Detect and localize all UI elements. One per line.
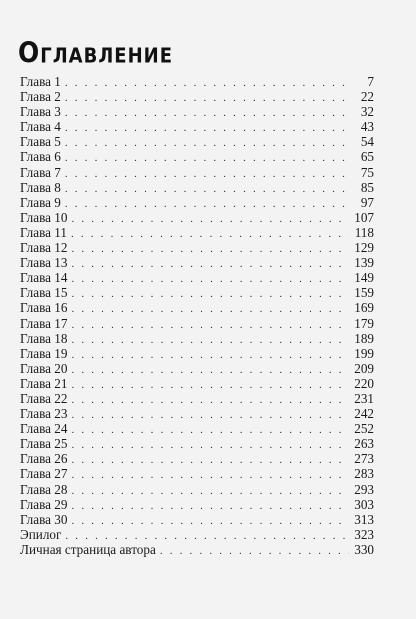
toc-entry <box>20 74 374 89</box>
dot-leader <box>71 408 349 423</box>
dot-leader <box>65 167 349 182</box>
toc-entry-label: Глава 5 <box>20 134 61 150</box>
toc-entry <box>20 331 374 346</box>
toc-entry <box>20 482 374 497</box>
dot-leader <box>71 227 349 242</box>
toc-entry <box>20 376 374 391</box>
toc-entry <box>20 165 374 180</box>
table-of-contents <box>20 74 374 557</box>
dot-leader <box>65 136 349 151</box>
toc-entry-label: Глава 13 <box>20 255 68 271</box>
toc-entry-page-number: 169 <box>354 300 374 316</box>
toc-entry-page-number: 189 <box>354 330 374 346</box>
toc-entry <box>20 89 374 104</box>
toc-entry-page-number: 54 <box>360 134 374 150</box>
toc-entry-page-number: 242 <box>354 406 374 422</box>
toc-entry <box>20 240 374 255</box>
toc-entry-label: Глава 16 <box>20 300 68 316</box>
toc-entry-page-number: 32 <box>360 104 374 120</box>
toc-entry <box>20 527 374 542</box>
dot-leader <box>71 499 349 514</box>
toc-entry-label: Глава 17 <box>20 315 68 331</box>
toc-entry <box>20 406 374 421</box>
dot-leader <box>71 453 349 468</box>
toc-entry-page-number: 85 <box>360 179 374 195</box>
toc-entry-label: Глава 10 <box>20 209 68 225</box>
toc-entry <box>20 104 374 119</box>
toc-entry <box>20 361 374 376</box>
toc-entry <box>20 391 374 406</box>
toc-entry-page-number: 43 <box>360 119 374 135</box>
toc-entry-page-number: 273 <box>354 451 374 467</box>
dot-leader <box>65 197 349 212</box>
dot-leader <box>71 287 349 302</box>
toc-entry-label: Глава 21 <box>20 375 68 391</box>
dot-leader <box>71 514 349 529</box>
toc-entry <box>20 451 374 466</box>
toc-entry-page-number: 263 <box>354 436 374 452</box>
toc-entry <box>20 466 374 481</box>
toc-entry-label: Глава 20 <box>20 360 68 376</box>
dot-leader <box>71 333 349 348</box>
toc-entry-label: Личная страница автора <box>20 541 156 557</box>
toc-entry-label: Глава 15 <box>20 285 68 301</box>
toc-entry-page-number: 129 <box>354 240 374 256</box>
toc-entry <box>20 421 374 436</box>
dot-leader <box>71 378 349 393</box>
toc-entry <box>20 542 374 557</box>
toc-entry-label: Глава 28 <box>20 481 68 497</box>
toc-entry <box>20 346 374 361</box>
toc-entry-label: Глава 18 <box>20 330 68 346</box>
toc-entry <box>20 316 374 331</box>
dot-leader <box>71 393 349 408</box>
toc-entry-page-number: 118 <box>354 224 374 240</box>
toc-entry <box>20 180 374 195</box>
toc-entry-page-number: 149 <box>354 270 374 286</box>
toc-entry-page-number: 7 <box>367 74 374 89</box>
toc-entry <box>20 512 374 527</box>
toc-entry-page-number: 159 <box>354 285 374 301</box>
dot-leader <box>71 423 349 438</box>
toc-entry <box>20 210 374 225</box>
toc-entry-page-number: 323 <box>354 526 374 542</box>
toc-entry-page-number: 179 <box>354 315 374 331</box>
toc-entry-page-number: 107 <box>354 209 374 225</box>
toc-entry-label: Глава 26 <box>20 451 68 467</box>
dot-leader <box>71 348 349 363</box>
toc-entry-label: Глава 22 <box>20 390 68 406</box>
toc-entry-label: Глава 12 <box>20 240 68 256</box>
toc-entry <box>20 270 374 285</box>
toc-entry-label: Глава 30 <box>20 511 68 527</box>
toc-entry-page-number: 252 <box>354 421 374 437</box>
toc-entry-page-number: 75 <box>360 164 374 180</box>
dot-leader <box>71 484 349 499</box>
toc-entry <box>20 300 374 315</box>
dot-leader <box>71 363 349 378</box>
toc-entry <box>20 225 374 240</box>
toc-entry-page-number: 199 <box>354 345 374 361</box>
toc-entry-page-number: 330 <box>354 541 374 557</box>
toc-entry-page-number: 303 <box>354 496 374 512</box>
toc-entry-page-number: 22 <box>360 89 374 105</box>
dot-leader <box>71 242 349 257</box>
toc-entry <box>20 134 374 149</box>
toc-entry-label: Глава 11 <box>20 224 67 240</box>
dot-leader <box>71 212 349 227</box>
toc-entry-label: Глава 23 <box>20 406 68 422</box>
dot-leader <box>71 468 349 483</box>
toc-entry-page-number: 231 <box>354 390 374 406</box>
dot-leader <box>65 76 349 91</box>
toc-entry-label: Глава 14 <box>20 270 68 286</box>
toc-entry <box>20 285 374 300</box>
toc-entry-page-number: 97 <box>360 194 374 210</box>
toc-heading: Оглавление <box>18 36 173 70</box>
dot-leader <box>65 106 349 121</box>
toc-entry <box>20 436 374 451</box>
toc-entry-page-number: 209 <box>354 360 374 376</box>
toc-entry-page-number: 293 <box>354 481 374 497</box>
toc-entry-label: Глава 8 <box>20 179 61 195</box>
toc-entry-label: Глава 2 <box>20 89 61 105</box>
toc-entry-page-number: 313 <box>354 511 374 527</box>
toc-entry-label: Глава 1 <box>20 74 61 89</box>
toc-entry-label: Глава 6 <box>20 149 61 165</box>
dot-leader <box>71 272 349 287</box>
toc-entry-page-number: 65 <box>360 149 374 165</box>
dot-leader <box>71 438 349 453</box>
toc-entry <box>20 149 374 164</box>
toc-entry-label: Эпилог <box>20 526 62 542</box>
toc-entry <box>20 497 374 512</box>
toc-entry-label: Глава 9 <box>20 194 61 210</box>
toc-entry <box>20 255 374 270</box>
dot-leader <box>71 318 349 333</box>
toc-entry-page-number: 220 <box>354 375 374 391</box>
toc-entry-label: Глава 25 <box>20 436 68 452</box>
dot-leader <box>65 151 349 166</box>
toc-entry-page-number: 139 <box>354 255 374 271</box>
dot-leader <box>160 544 349 559</box>
toc-entry-label: Глава 7 <box>20 164 61 180</box>
toc-entry <box>20 119 374 134</box>
toc-entry-label: Глава 24 <box>20 421 68 437</box>
dot-leader <box>65 91 349 106</box>
toc-entry-label: Глава 4 <box>20 119 61 135</box>
toc-entry-label: Глава 29 <box>20 496 68 512</box>
dot-leader <box>65 182 349 197</box>
dot-leader <box>71 257 349 272</box>
toc-entry <box>20 195 374 210</box>
toc-entry-label: Глава 27 <box>20 466 68 482</box>
toc-entry-label: Глава 3 <box>20 104 61 120</box>
dot-leader <box>71 302 349 317</box>
dot-leader <box>65 121 349 136</box>
toc-entry-page-number: 283 <box>354 466 374 482</box>
toc-entry-label: Глава 19 <box>20 345 68 361</box>
